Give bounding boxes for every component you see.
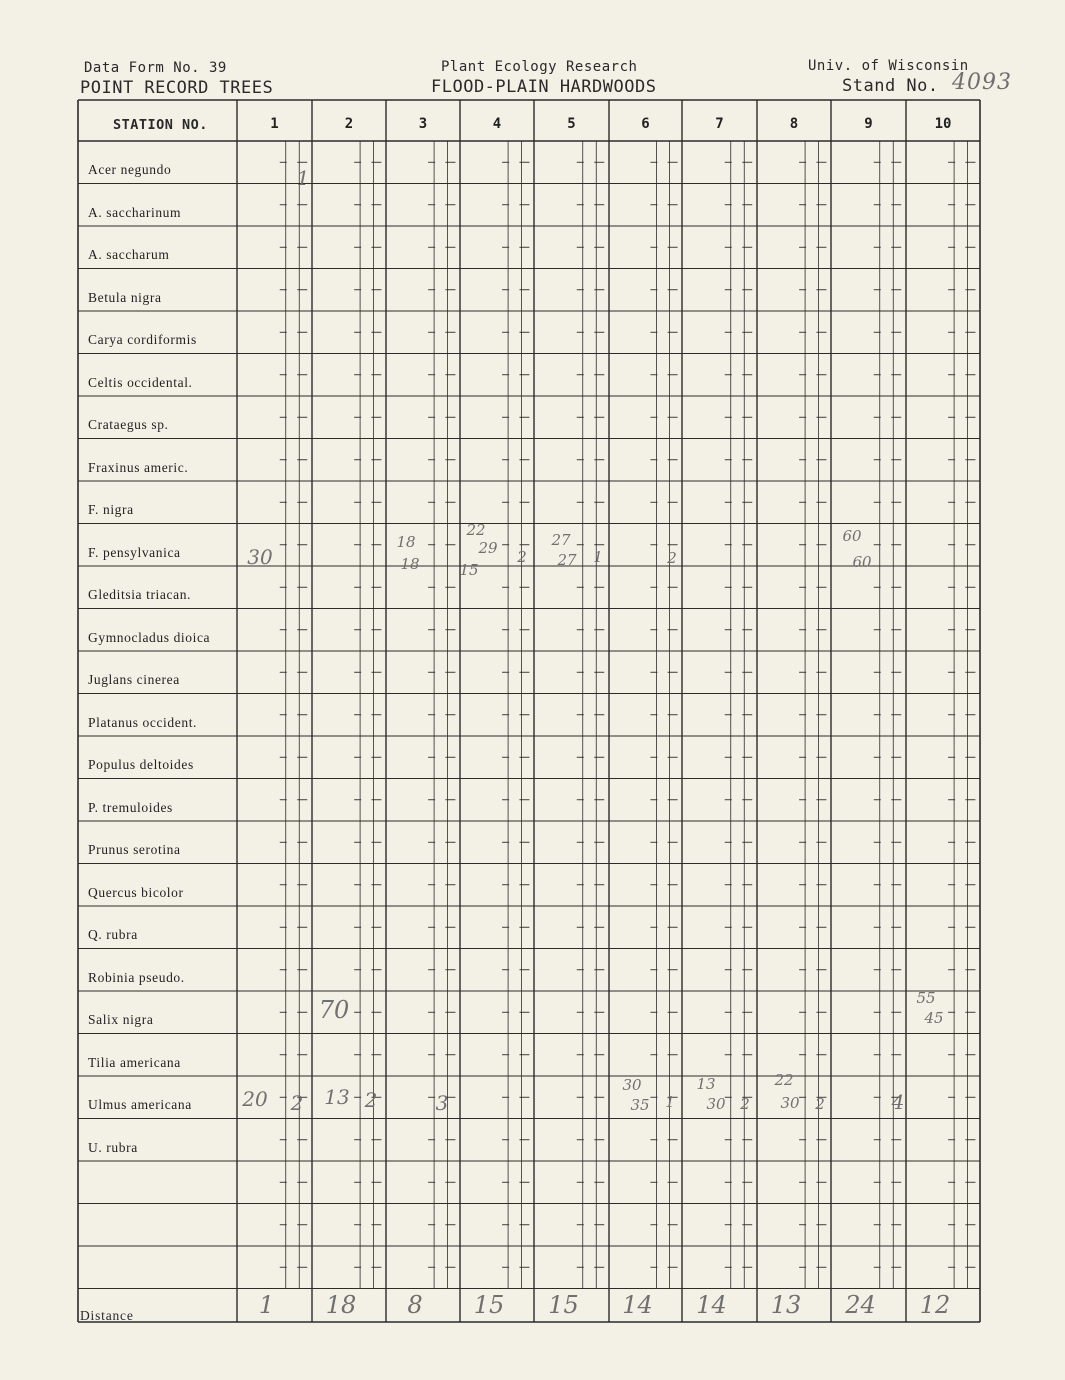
species-label: A. saccharum [88,247,170,262]
species-label: Celtis occidental. [88,374,193,390]
distance-value-station-9: 24 [845,1291,876,1319]
species-label: A. saccharinum [88,204,182,220]
distance-value-station-6: 14 [622,1291,653,1319]
hw-salix-s2: 70 [318,996,350,1024]
hw-ulmus-s2-mark: 2 [364,1088,378,1112]
hw-ulmus-s3: 3 [435,1091,449,1115]
organization: Plant Ecology Research [441,59,638,75]
species-label: Salix nigra [88,1012,154,1027]
hw-ulmus-s7-mark: 2 [740,1095,750,1113]
station-number-9: 9 [864,116,873,132]
hw-fpens-s4-a: 22 [466,521,486,539]
station-number-1: 1 [270,116,279,132]
hw-fpens-s4-c: 15 [459,561,479,579]
form-number: Data Form No. 39 [84,60,227,76]
form-title: POINT RECORD TREES [80,78,274,98]
station-number-6: 6 [641,116,650,132]
species-label: Gleditsia triacan. [88,587,192,602]
species-label: Acer negundo [88,162,172,177]
hw-ulmus-s6-a: 30 [622,1076,642,1094]
species-label: Fraxinus americ. [88,459,189,475]
species-label: Crataegus sp. [88,417,169,432]
distance-value-station-7: 14 [696,1291,727,1319]
species-label: F. nigra [88,502,134,517]
hw-fpens-s1: 30 [247,545,273,569]
distance-value-station-5: 15 [548,1291,579,1319]
university: Univ. of Wisconsin [808,58,969,74]
hw-acer-s1: 1 [296,166,310,190]
station-number-3: 3 [418,116,428,132]
hw-fpens-s6-mark: 2 [667,549,677,567]
distance-value-station-8: 13 [770,1291,802,1319]
station-number-10: 10 [934,116,952,132]
species-label: Ulmus americana [88,1097,192,1112]
distance-value-station-1: 1 [258,1291,275,1319]
station-number-5: 5 [567,116,576,132]
hw-fpens-s3-a: 18 [396,533,416,551]
hw-ulmus-s1-mark: 2 [290,1091,304,1115]
hw-fpens-s9-b: 60 [852,553,872,571]
species-label: P. tremuloides [88,799,173,815]
hw-fpens-s5-a: 27 [551,531,571,549]
distance-value-station-2: 18 [325,1291,357,1319]
distance-value-station-4: 15 [473,1291,505,1319]
species-label: Q. rubra [88,927,138,942]
hw-ulmus-s9-mark: 4 [891,1090,905,1114]
hw-ulmus-s7-b: 30 [706,1095,726,1113]
species-label: Tilia americana [88,1054,181,1070]
species-label: Populus deltoides [88,757,194,772]
hw-fpens-s4-mark: 2 [517,548,527,566]
form-type: FLOOD-PLAIN HARDWOODS [431,77,657,97]
stand-label: Stand No. [842,76,939,96]
hw-ulmus-s8-b: 30 [780,1094,800,1112]
hw-fpens-s3-b: 18 [400,555,420,573]
hw-ulmus-s7-a: 13 [696,1075,716,1093]
hw-fpens-s5-b: 27 [557,551,577,569]
hw-ulmus-s8-mark: 2 [815,1095,825,1113]
hw-ulmus-s1: 20 [242,1087,268,1111]
station-number-8: 8 [789,116,799,132]
species-label: Carya cordiformis [88,332,197,347]
hw-ulmus-s8-a: 22 [774,1071,794,1089]
species-label: Platanus occident. [88,714,198,730]
hw-fpens-s9-a: 60 [842,527,862,545]
species-label: F. pensylvanica [88,544,181,560]
station-header: STATION NO. [113,117,208,133]
distance-label: Distance [80,1308,134,1323]
station-number-4: 4 [492,116,502,132]
hw-fpens-s4-b: 29 [478,539,498,557]
hw-ulmus-s6-mark: 1 [665,1093,675,1111]
species-label: Juglans cinerea [88,672,180,687]
distance-value-station-10: 12 [919,1291,951,1319]
hw-fpens-s5-mark: 1 [593,548,603,566]
species-label: Gymnocladus dioica [88,629,211,645]
species-label: Betula nigra [88,289,162,305]
stand-number-handwritten: 4093 [952,70,1012,95]
hw-ulmus-s2: 13 [324,1085,350,1109]
distance-value-station-3: 8 [407,1291,423,1319]
hw-ulmus-s6-b: 35 [630,1096,650,1114]
species-label: Prunus serotina [88,842,181,857]
station-number-7: 7 [715,116,724,132]
hw-salix-s10-a: 55 [916,989,936,1007]
hw-salix-s10-b: 45 [924,1009,944,1027]
species-label: U. rubra [88,1139,138,1155]
species-label: Robinia pseudo. [88,969,185,985]
station-number-2: 2 [344,116,354,132]
species-label: Quercus bicolor [88,884,184,900]
